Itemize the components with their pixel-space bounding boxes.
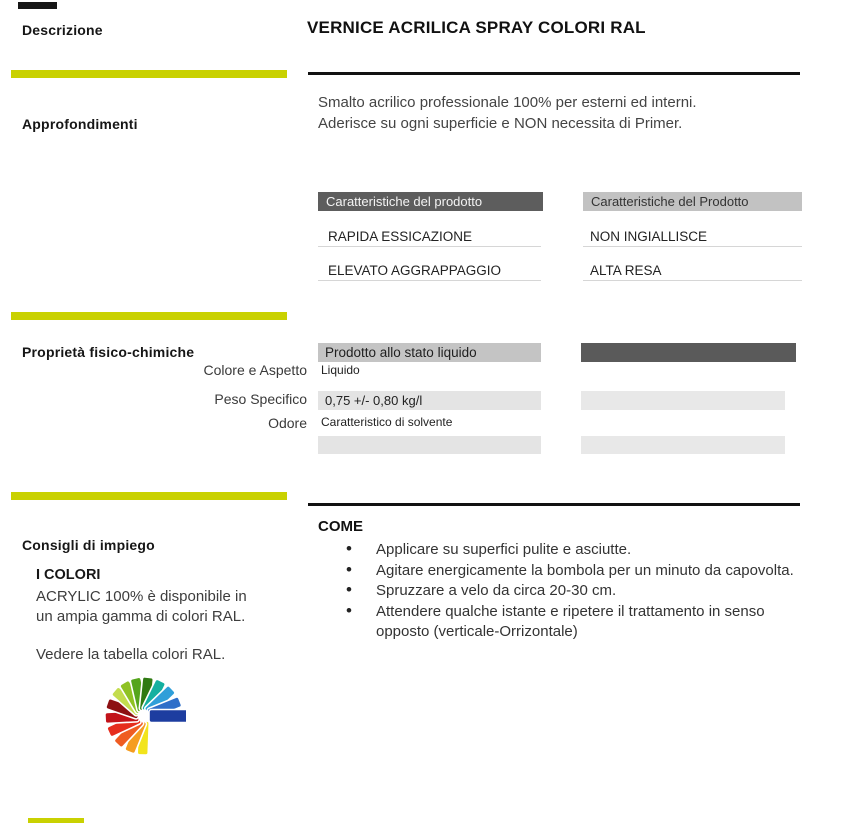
accent-bar-3 [11,492,287,500]
accent-bar-1 [11,70,287,78]
property-empty-row [581,391,785,410]
colors-text-line: ACRYLIC 100% è disponibile in [36,588,247,605]
colors-subtitle: I COLORI [36,567,101,583]
ral-color-fan-icon [90,674,186,764]
property-row-label: Colore e Aspetto [203,362,307,378]
come-title: COME [318,518,363,535]
property-empty-row [318,436,541,454]
properties-right-header-bar [581,343,796,362]
section-label-consigli: Consigli di impiego [22,537,155,553]
bottom-left-mark [28,818,84,823]
colors-text-line: un ampia gamma di colori RAL. [36,608,246,625]
section-label-descrizione: Descrizione [22,22,103,38]
colors-note: Vedere la tabella colori RAL. [36,646,226,663]
come-bullet-item: • Attendere qualche istante e ripetere il trattamento in senso opposto (verticale-Orrizontale) [340,602,808,643]
intro-line-2: Aderisce su ogni superficie e NON necessita di Primer. [318,115,683,132]
feature-cell: ELEVATO AGGRAPPAGGIO [318,261,541,281]
section-label-proprieta: Proprietà fisico-chimiche [22,344,195,360]
come-bullet-item: • Applicare su superfici pulite e asciutte. [340,540,808,561]
divider-rule-2 [308,503,800,506]
property-row-label: Peso Specifico [214,391,307,407]
property-value: 0,75 +/- 0,80 kg/l [318,391,541,410]
come-bullet-item: • Agitare energicamente la bombola per un minuto da capovolta. [340,561,808,582]
property-value: Caratteristico di solvente [321,415,453,429]
intro-paragraph [318,92,808,134]
come-bullet-list [340,540,808,643]
properties-mid-header: Prodotto allo stato liquido [318,343,541,362]
feature-cell: ALTA RESA [583,261,802,281]
top-left-mark [18,2,57,9]
features-header-right: Caratteristiche del Prodotto [583,192,802,211]
features-header-left: Caratteristiche del prodotto [318,192,543,211]
property-value: Liquido [321,363,360,377]
section-label-approfondimenti: Approfondimenti [22,116,138,132]
accent-bar-2 [11,312,287,320]
property-empty-row [581,436,785,454]
page-title: VERNICE ACRILICA SPRAY COLORI RAL [307,18,646,37]
property-row-label: Odore [268,415,307,431]
feature-cell: RAPIDA ESSICAZIONE [318,227,541,247]
come-bullet-item: • Spruzzare a velo da circa 20-30 cm. [340,581,808,602]
divider-rule-1 [308,72,800,75]
intro-line-1: Smalto acrilico professionale 100% per esterni ed interni. [318,94,697,111]
feature-cell: NON INGIALLISCE [583,227,802,247]
